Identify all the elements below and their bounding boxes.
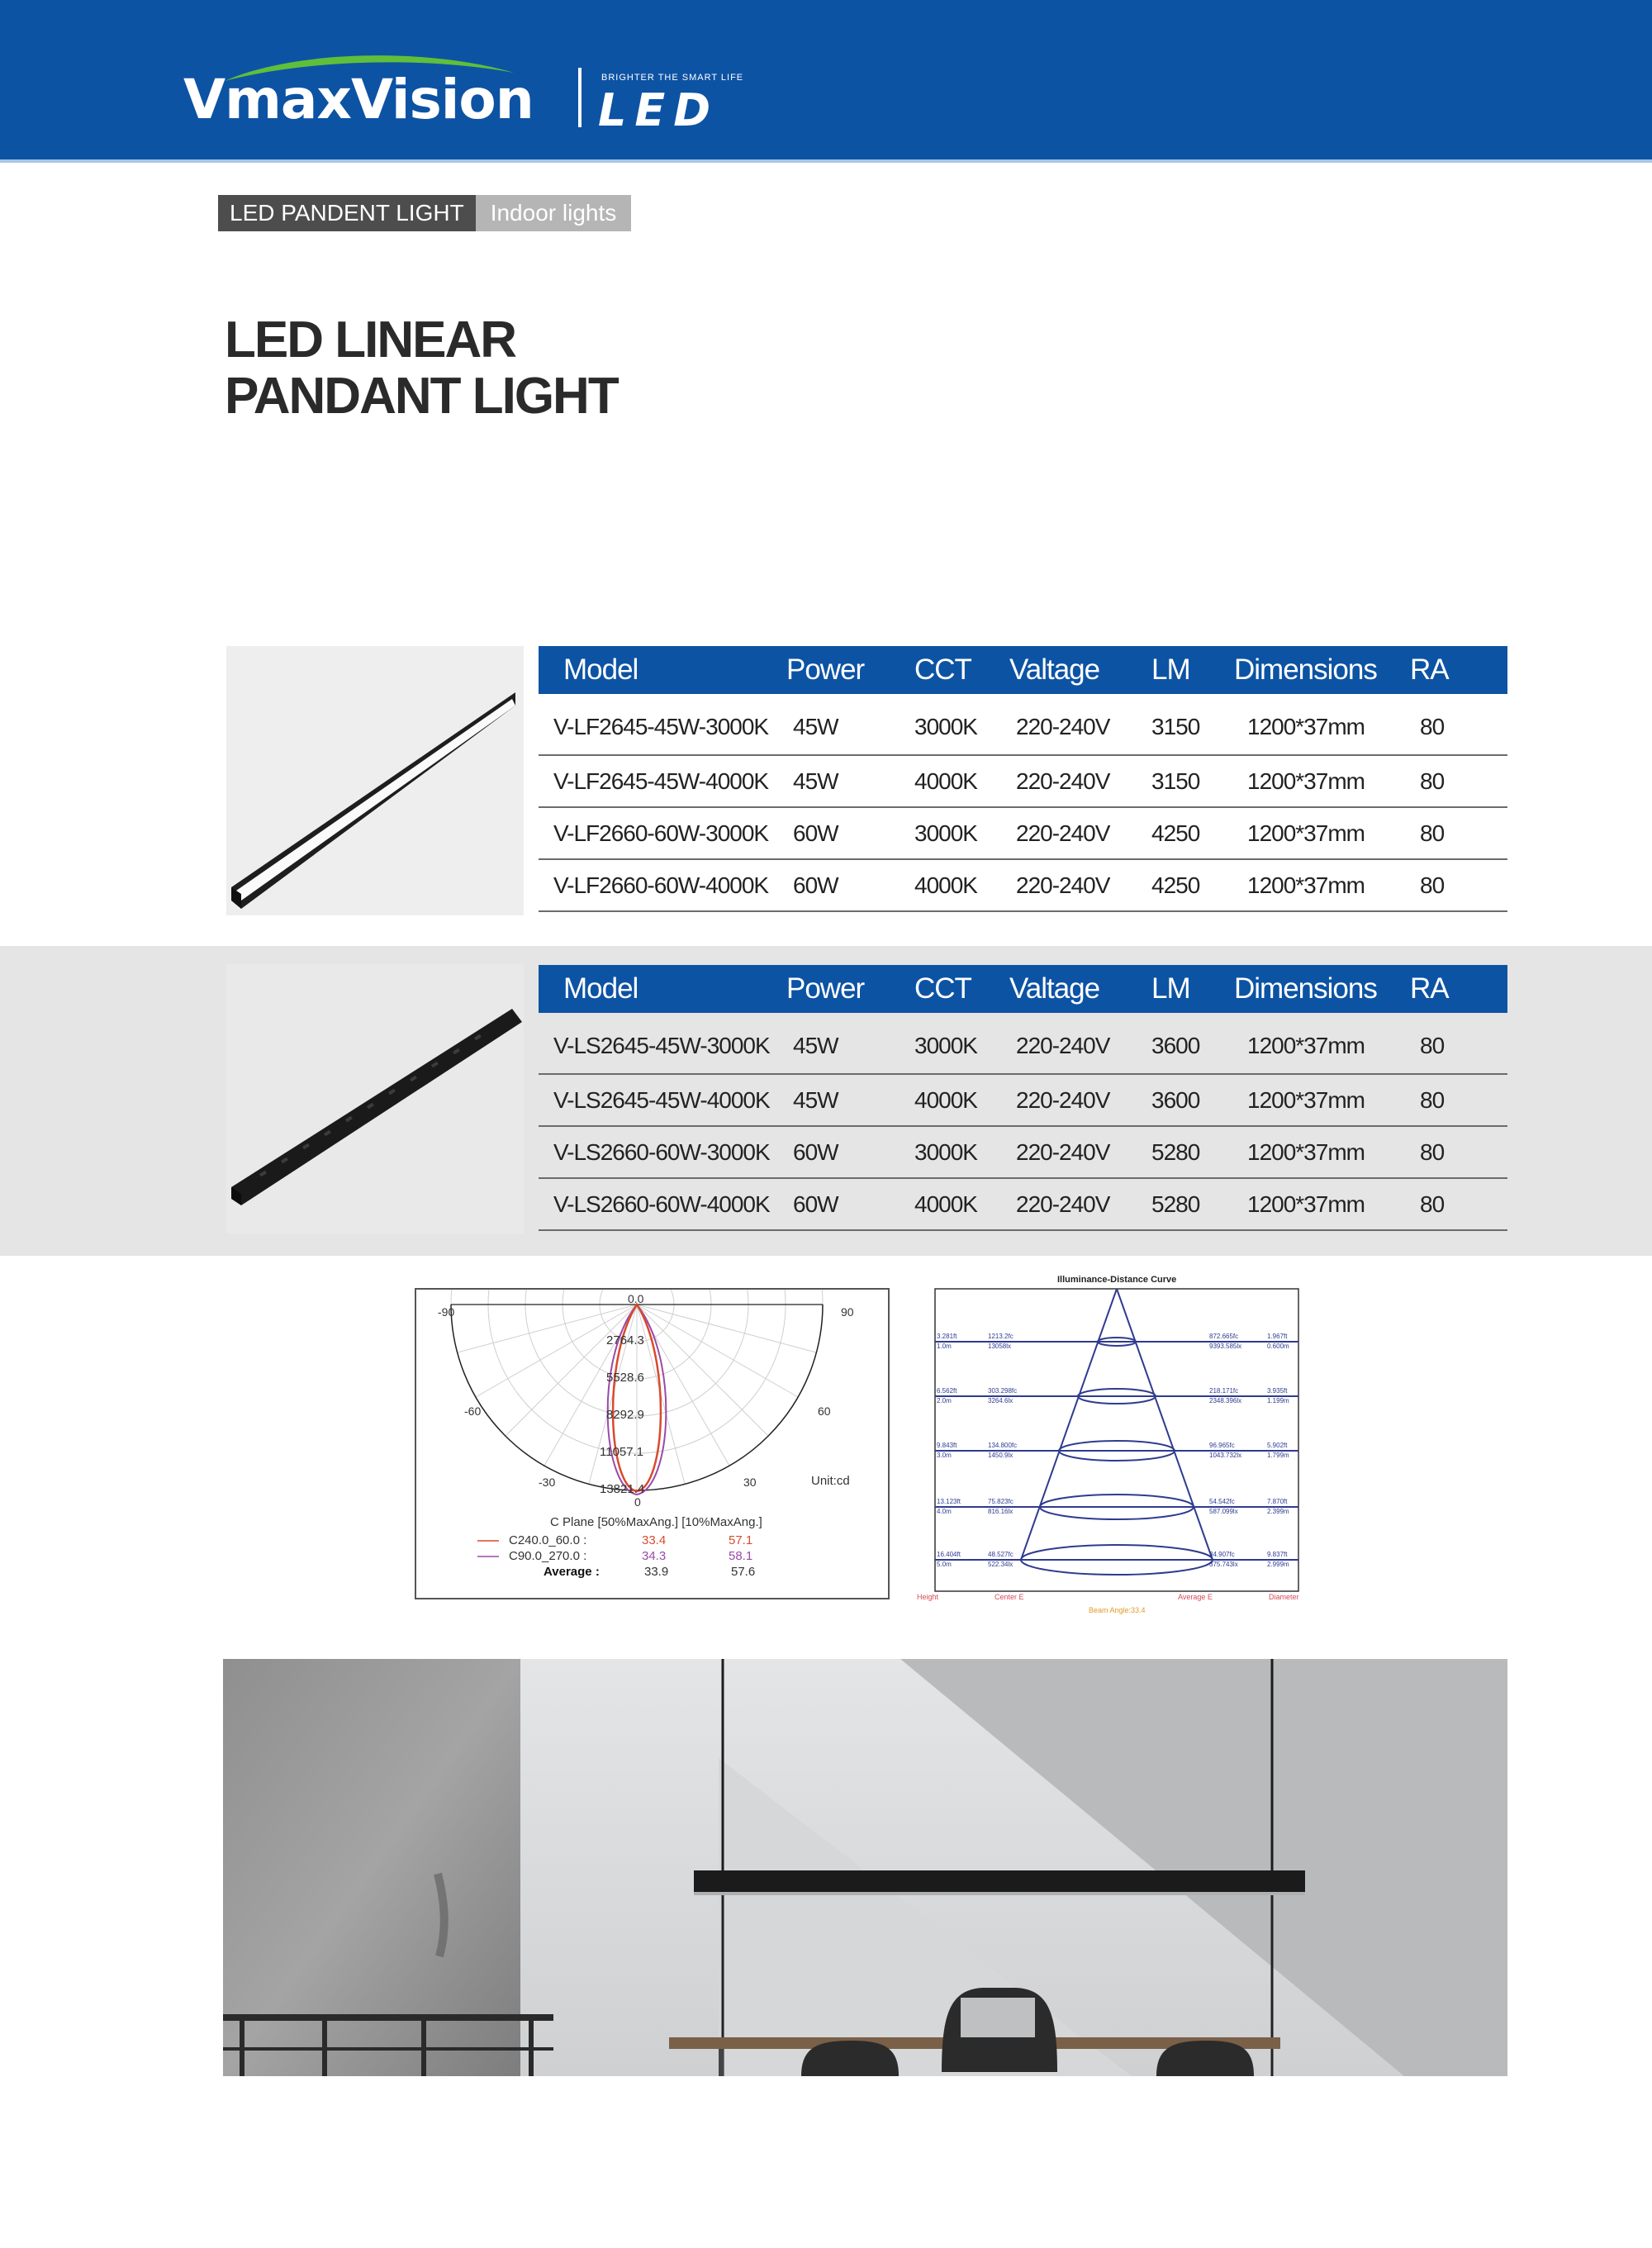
product-image-lf	[226, 646, 524, 915]
angle-left-90: -90	[438, 1305, 455, 1319]
illum-r4-cval: 75.823fc	[988, 1498, 1014, 1505]
cell-model: V-LS2645-45W-3000K	[539, 1013, 786, 1074]
illum-r5-cval: 48.527fc	[988, 1551, 1014, 1558]
linear-light-icon	[226, 646, 524, 915]
illum-r1-hval: 3.281ft	[937, 1333, 957, 1340]
illum-r2-aval: 218.171fc	[1209, 1387, 1239, 1395]
cell-model: V-LS2645-45W-4000K	[539, 1074, 786, 1126]
ring-5: 13821.4	[600, 1482, 645, 1496]
legend-label-average: Average :	[544, 1565, 600, 1579]
col-dimensions: Dimensions	[1234, 965, 1410, 1013]
legend-c90-10: 58.1	[729, 1549, 753, 1563]
cell-dimensions: 1200*37mm	[1234, 1178, 1410, 1230]
angle-top: 0.0	[628, 1292, 644, 1305]
cell-model: V-LS2660-60W-3000K	[539, 1126, 786, 1178]
cell-dimensions: 1200*37mm	[1234, 1074, 1410, 1126]
illum-r3-aval: 96.965fc	[1209, 1442, 1235, 1449]
legend-avg-10: 57.6	[731, 1565, 756, 1579]
cell-lm: 5280	[1151, 1178, 1234, 1230]
illum-r4-dval: 7.870ft	[1267, 1498, 1288, 1505]
col-cct: CCT	[914, 965, 1009, 1013]
category-main[interactable]: LED PANDENT LIGHT	[218, 195, 476, 231]
illum-r2-hval: 6.562ft	[937, 1387, 957, 1395]
cell-ra: 80	[1410, 1126, 1507, 1178]
illum-r5-dval: 9.837ft	[1267, 1551, 1288, 1558]
illum-r3-hval: 9.843ft	[937, 1442, 957, 1449]
spec-table-lf	[539, 646, 1507, 912]
cell-power: 45W	[786, 755, 914, 807]
cell-cct: 4000K	[914, 755, 1009, 807]
legend-header: C Plane [50%MaxAng.] [10%MaxAng.]	[550, 1515, 762, 1529]
angle-bottom: 0	[634, 1495, 641, 1509]
cell-lm: 3600	[1151, 1074, 1234, 1126]
cell-lm: 4250	[1151, 807, 1234, 859]
col-model: Model	[539, 646, 786, 694]
angle-right-60: 60	[818, 1404, 831, 1418]
illum-footer-center: Center E	[995, 1593, 1024, 1601]
unit-label: Unit:cd	[811, 1474, 850, 1488]
cell-lm: 3150	[1151, 755, 1234, 807]
illum-r1-c: 13058lx	[988, 1343, 1012, 1350]
col-lm: LM	[1151, 965, 1234, 1013]
illum-r4-a: 587.099lx	[1209, 1508, 1238, 1515]
illum-r5-c: 522.34lx	[988, 1561, 1014, 1568]
table-row	[539, 694, 1507, 755]
illum-r4-hval: 13.123ft	[937, 1498, 961, 1505]
cell-power: 45W	[786, 1074, 914, 1126]
application-scene-photo	[223, 1659, 1507, 2076]
cell-dimensions: 1200*37mm	[1234, 1013, 1410, 1074]
illum-r3-h: 3.0m	[937, 1452, 952, 1459]
legend-c90-50: 34.3	[642, 1549, 667, 1563]
page-title-line2: PANDANT LIGHT	[225, 368, 618, 425]
cell-dimensions: 1200*37mm	[1234, 1126, 1410, 1178]
cell-dimensions: 1200*37mm	[1234, 859, 1410, 911]
illum-r1-h: 1.0m	[937, 1343, 952, 1350]
col-lm: LM	[1151, 646, 1234, 694]
illum-r3-cval: 134.800fc	[988, 1442, 1018, 1449]
illum-r4-c: 816.16lx	[988, 1508, 1014, 1515]
legend-avg-50: 33.9	[644, 1565, 669, 1579]
cell-ra: 80	[1410, 1178, 1507, 1230]
illum-r5-hval: 16.404ft	[937, 1551, 961, 1558]
illum-r4-aval: 54.542fc	[1209, 1498, 1235, 1505]
cell-dimensions: 1200*37mm	[1234, 694, 1410, 755]
brand-tagline: BRIGHTER THE SMART LIFE	[601, 73, 744, 83]
illum-r5-a: 375.743lx	[1209, 1561, 1238, 1568]
illum-r2-c: 3264.6lx	[988, 1397, 1014, 1404]
polar-grid	[451, 1290, 823, 1490]
illum-r1-aval: 872.665fc	[1209, 1333, 1239, 1340]
ring-4: 11057.1	[600, 1445, 644, 1459]
illum-r3-dval: 5.902ft	[1267, 1442, 1288, 1449]
illum-r2-h: 2.0m	[937, 1397, 952, 1404]
product-image-ls	[226, 964, 524, 1233]
col-power: Power	[786, 646, 914, 694]
illum-footer-height: Height	[917, 1593, 939, 1601]
illum-r1-cval: 1213.2fc	[988, 1333, 1014, 1340]
illum-r2-cval: 303.298fc	[988, 1387, 1018, 1395]
header-rule	[0, 159, 1652, 163]
illum-footer-average: Average E	[1178, 1593, 1213, 1601]
cell-lm: 4250	[1151, 859, 1234, 911]
col-voltage: Valtage	[1009, 965, 1151, 1013]
illum-r3-d: 1.799m	[1267, 1452, 1289, 1459]
angle-right-30: 30	[743, 1476, 757, 1489]
illum-r1-d: 0.600m	[1267, 1343, 1289, 1350]
illum-r4-d: 2.399m	[1267, 1508, 1289, 1515]
linear-light-grille-icon	[226, 964, 524, 1233]
cell-cct: 3000K	[914, 1126, 1009, 1178]
table-row	[539, 807, 1507, 859]
illum-r1-dval: 1.967ft	[1267, 1333, 1288, 1340]
ring-3: 8292.9	[606, 1408, 644, 1422]
col-ra: RA	[1410, 646, 1507, 694]
table-row	[539, 1013, 1507, 1074]
illum-r2-dval: 3.935ft	[1267, 1387, 1288, 1395]
table-row	[539, 755, 1507, 807]
col-dimensions: Dimensions	[1234, 646, 1410, 694]
cell-ra: 80	[1410, 807, 1507, 859]
cell-ra: 80	[1410, 1074, 1507, 1126]
cell-voltage: 220-240V	[1009, 755, 1151, 807]
ring-1: 2764.3	[606, 1333, 644, 1347]
cell-model: V-LF2660-60W-4000K	[539, 859, 786, 911]
cell-voltage: 220-240V	[1009, 1074, 1151, 1126]
cell-lm: 3150	[1151, 694, 1234, 755]
cell-cct: 4000K	[914, 859, 1009, 911]
table-row	[539, 1126, 1507, 1178]
cell-ra: 80	[1410, 694, 1507, 755]
cell-power: 45W	[786, 694, 914, 755]
illum-r4-h: 4.0m	[937, 1508, 952, 1515]
cell-cct: 3000K	[914, 694, 1009, 755]
table-header-row	[539, 965, 1507, 1013]
illum-r2-a: 2348.396lx	[1209, 1397, 1242, 1404]
legend-label-c90: C90.0_270.0 :	[509, 1549, 587, 1563]
cell-model: V-LF2660-60W-3000K	[539, 807, 786, 859]
illum-r1-a: 9393.585lx	[1209, 1343, 1242, 1350]
spec-table-ls	[539, 965, 1507, 1231]
cell-cct: 4000K	[914, 1074, 1009, 1126]
cell-power: 60W	[786, 859, 914, 911]
cell-lm: 3600	[1151, 1013, 1234, 1074]
angle-right-90: 90	[841, 1305, 854, 1319]
page-title	[225, 312, 618, 425]
table-row	[539, 1178, 1507, 1230]
cell-cct: 3000K	[914, 807, 1009, 859]
category-tags	[218, 195, 631, 231]
cell-lm: 5280	[1151, 1126, 1234, 1178]
cell-ra: 80	[1410, 1013, 1507, 1074]
table-header-row	[539, 646, 1507, 694]
table-row	[539, 859, 1507, 911]
ring-2: 5528.6	[606, 1371, 644, 1385]
cell-model: V-LF2645-45W-3000K	[539, 694, 786, 755]
page-title-line1: LED LINEAR	[225, 311, 515, 368]
cell-voltage: 220-240V	[1009, 807, 1151, 859]
illum-r3-c: 1450.9lx	[988, 1452, 1014, 1459]
illum-footer-diameter: Diameter	[1269, 1593, 1299, 1601]
cell-power: 60W	[786, 807, 914, 859]
cell-voltage: 220-240V	[1009, 859, 1151, 911]
col-model: Model	[539, 965, 786, 1013]
illum-r2-d: 1.199m	[1267, 1397, 1289, 1404]
legend-c240-10: 57.1	[729, 1533, 753, 1547]
category-sub[interactable]: Indoor lights	[476, 195, 632, 231]
brand-led: LED	[598, 84, 719, 136]
col-ra: RA	[1410, 965, 1507, 1013]
illum-r5-aval: 34.907fc	[1209, 1551, 1235, 1558]
cell-power: 60W	[786, 1126, 914, 1178]
polar-distribution-chart	[415, 1288, 890, 1599]
cell-cct: 3000K	[914, 1013, 1009, 1074]
cell-voltage: 220-240V	[1009, 1178, 1151, 1230]
legend-c240-50: 33.4	[642, 1533, 667, 1547]
cell-power: 45W	[786, 1013, 914, 1074]
brand-logo[interactable]	[183, 50, 762, 140]
angle-left-60: -60	[464, 1404, 482, 1418]
cell-cct: 4000K	[914, 1178, 1009, 1230]
col-power: Power	[786, 965, 914, 1013]
cell-voltage: 220-240V	[1009, 1126, 1151, 1178]
cell-model: V-LS2660-60W-4000K	[539, 1178, 786, 1230]
cell-model: V-LF2645-45W-4000K	[539, 755, 786, 807]
legend-label-c240: C240.0_60.0 :	[509, 1533, 587, 1547]
illum-title: Illuminance-Distance Curve	[1057, 1275, 1177, 1285]
illum-beam-angle: Beam Angle:33.4	[1089, 1606, 1146, 1614]
angle-left-30: -30	[539, 1476, 556, 1489]
illuminance-distance-chart	[909, 1272, 1305, 1619]
cell-ra: 80	[1410, 859, 1507, 911]
illum-r3-a: 1043.732lx	[1209, 1452, 1242, 1459]
col-voltage: Valtage	[1009, 646, 1151, 694]
cell-dimensions: 1200*37mm	[1234, 807, 1410, 859]
brand-divider	[578, 68, 582, 127]
brand-name: VmaxVision	[183, 68, 534, 131]
cell-power: 60W	[786, 1178, 914, 1230]
illum-r5-h: 5.0m	[937, 1561, 952, 1568]
cell-voltage: 220-240V	[1009, 1013, 1151, 1074]
cell-voltage: 220-240V	[1009, 694, 1151, 755]
col-cct: CCT	[914, 646, 1009, 694]
cell-dimensions: 1200*37mm	[1234, 755, 1410, 807]
table-row	[539, 1074, 1507, 1126]
illum-r5-d: 2.999m	[1267, 1561, 1289, 1568]
cell-ra: 80	[1410, 755, 1507, 807]
